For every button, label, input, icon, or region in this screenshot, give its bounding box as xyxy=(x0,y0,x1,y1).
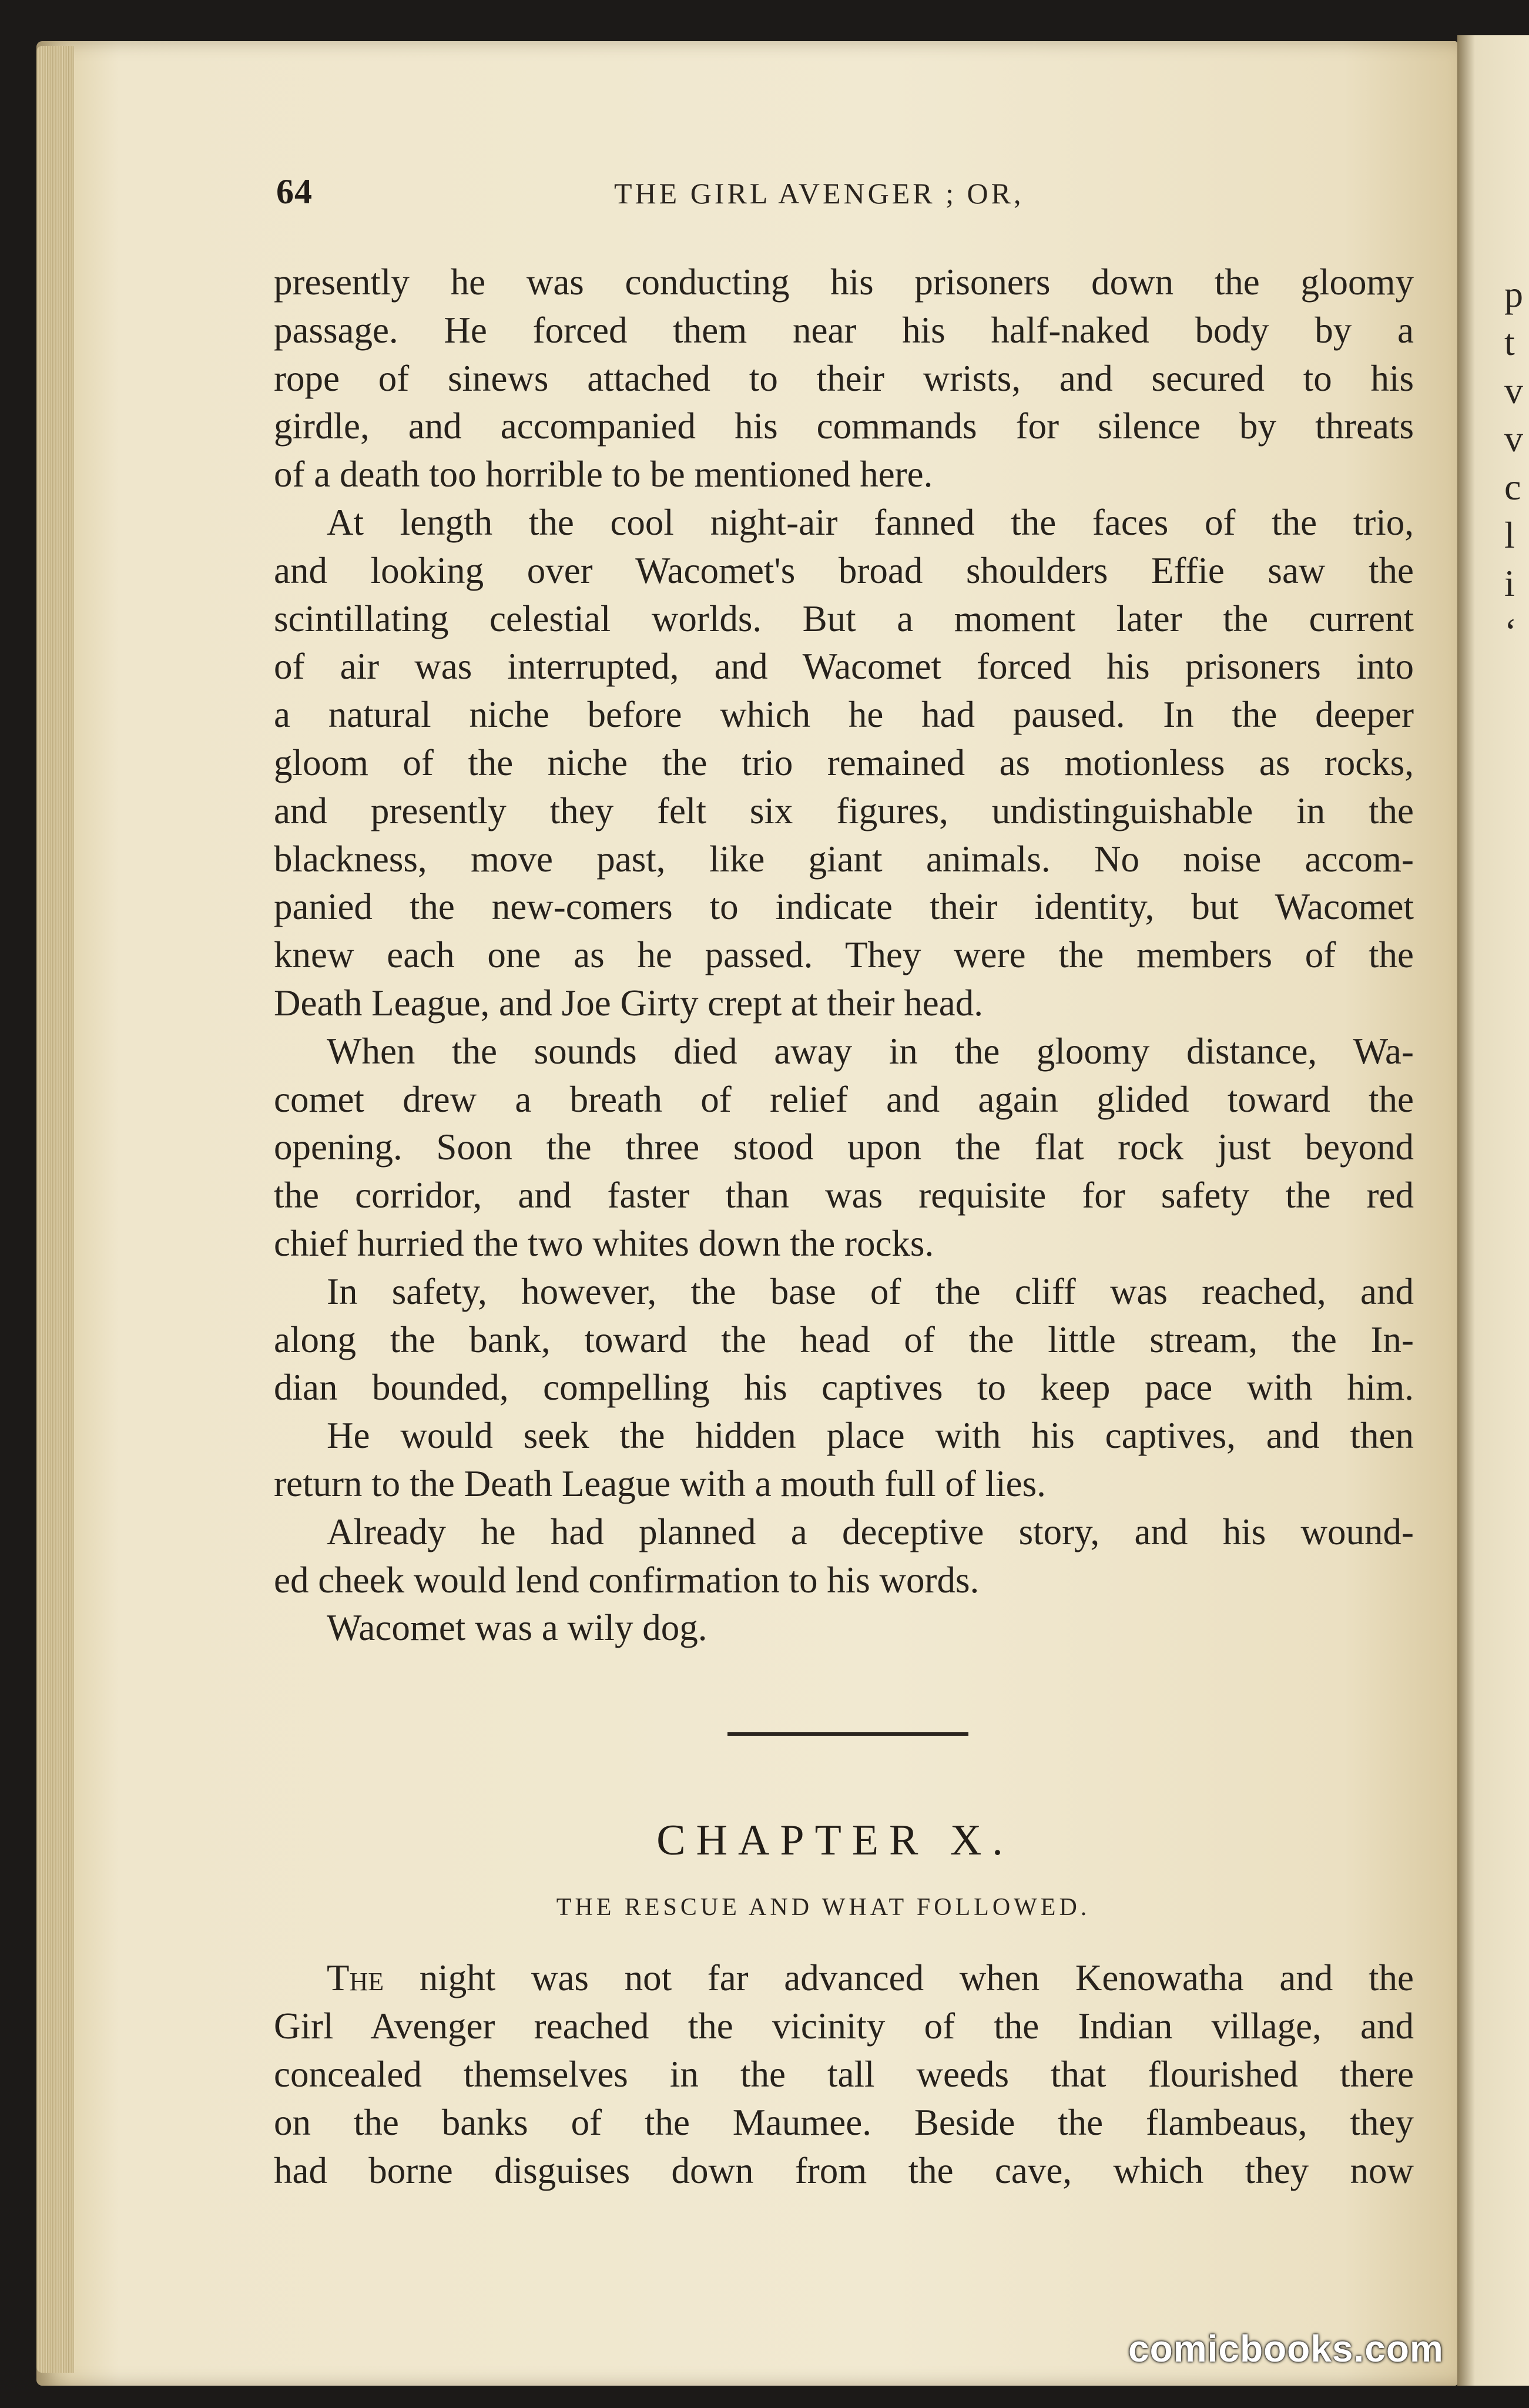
chapter-heading: CHAPTER X. xyxy=(656,1816,1014,1864)
text-line: return to the Death League with a mouth full of lies. xyxy=(274,1463,1046,1504)
running-title: THE GIRL AVENGER ; OR, xyxy=(614,177,1024,210)
chapter-text-line xyxy=(274,1954,1414,2002)
chapter-text-line xyxy=(274,2002,1414,2050)
text-line: opening. Soon the three stood upon the flat rock just beyond xyxy=(274,1126,1414,1168)
page-number: 64 xyxy=(276,172,313,211)
text-line: rope of sinews attached to their wrists, and secured to his xyxy=(274,357,1414,399)
facing-page-text xyxy=(1504,270,1529,656)
facing-page-fragment: ‘ xyxy=(1504,611,1517,652)
text-line: In safety, however, the base of the cliff was reached, and xyxy=(327,1270,1414,1312)
page-edges xyxy=(36,46,74,2373)
text-line: scintillating celestial worlds. But a moment later the current xyxy=(274,598,1414,639)
chapter-line-text: concealed themselves in the tall weeds that flourished there xyxy=(274,2054,1414,2095)
chapter-subtitle: THE RESCUE AND WHAT FOLLOWED. xyxy=(556,1894,1091,1921)
text-line: He would seek the hidden place with his captives, and then xyxy=(327,1415,1414,1457)
text-line: At length the cool night-air fanned the faces of the trio, xyxy=(327,501,1414,543)
text-line: Death League, and Joe Girty crept at their head. xyxy=(274,982,983,1024)
facing-page-fragment: p xyxy=(1504,273,1523,315)
text-line: the corridor, and faster than was requisite for safety the red xyxy=(274,1175,1414,1216)
text-line: along the bank, toward the head of the little stream, the In- xyxy=(274,1319,1414,1360)
text-line: and presently they felt six figures, undistinguishable in the xyxy=(274,790,1414,831)
facing-page-fragment: i xyxy=(1504,562,1515,604)
facing-page-fragment: v xyxy=(1504,418,1523,460)
text-line: ed cheek would lend confirmation to his words. xyxy=(274,1559,980,1601)
text-line: girdle, and accompanied his commands for silence by threats xyxy=(274,405,1414,447)
text-line: knew each one as he passed. They were the members of the xyxy=(274,934,1414,976)
text-line: gloom of the niche the trio remained as motionless as rocks, xyxy=(274,742,1414,783)
text-line: passage. He forced them near his half-naked body by a xyxy=(274,309,1414,351)
chapter-line-text: had borne disguises down from the cave, which they now xyxy=(274,2150,1414,2191)
text-line: When the sounds died away in the gloomy distance, Wa- xyxy=(327,1030,1414,1072)
chapter-lead-word: The xyxy=(327,1957,384,1998)
chapter-text-line xyxy=(274,2050,1414,2098)
chapter-text xyxy=(274,1954,1414,2195)
text-line: presently he was conducting his prisoners down the gloomy xyxy=(274,261,1414,303)
chapter-text-line xyxy=(274,2147,1414,2195)
text-line: Already he had planned a deceptive story, and his wound- xyxy=(327,1511,1414,1552)
text-line: comet drew a breath of relief and again glided toward the xyxy=(274,1078,1414,1120)
facing-page-fragment: l xyxy=(1504,514,1515,556)
facing-page-fragment: t xyxy=(1504,321,1515,363)
chapter-line-text: on the banks of the Maumee. Beside the flambeaus, they xyxy=(274,2102,1414,2143)
chapter-line-text: night was not far advanced when Kenowatha and the xyxy=(384,1957,1414,1998)
text-line: Wacomet was a wily dog. xyxy=(327,1607,708,1649)
body-text xyxy=(274,259,1414,1652)
section-rule xyxy=(727,1732,968,1736)
chapter-line-text: Girl Avenger reached the vicinity of the Indian village, and xyxy=(274,2005,1414,2047)
chapter-text-line xyxy=(274,2098,1414,2147)
text-line: of air was interrupted, and Wacomet forced his prisoners into xyxy=(274,646,1414,687)
text-line: chief hurried the two whites down the rocks. xyxy=(274,1222,934,1264)
text-line: a natural niche before which he had paused. In the deeper xyxy=(274,694,1414,736)
text-line: and looking over Wacomet's broad shoulders Effie saw the xyxy=(274,549,1414,591)
running-head xyxy=(276,172,1422,219)
facing-page-fragment: c xyxy=(1504,466,1521,508)
text-line: of a death too horrible to be mentioned here. xyxy=(274,454,933,495)
text-line: dian bounded, compelling his captives to keep pace with him. xyxy=(274,1367,1414,1408)
text-line: blackness, move past, like giant animals. No noise accom- xyxy=(274,838,1414,880)
facing-page-fragment: v xyxy=(1504,370,1523,411)
watermark: comicbooks.com xyxy=(1128,2327,1444,2370)
text-line: panied the new-comers to indicate their identity, but Wacomet xyxy=(274,886,1414,928)
